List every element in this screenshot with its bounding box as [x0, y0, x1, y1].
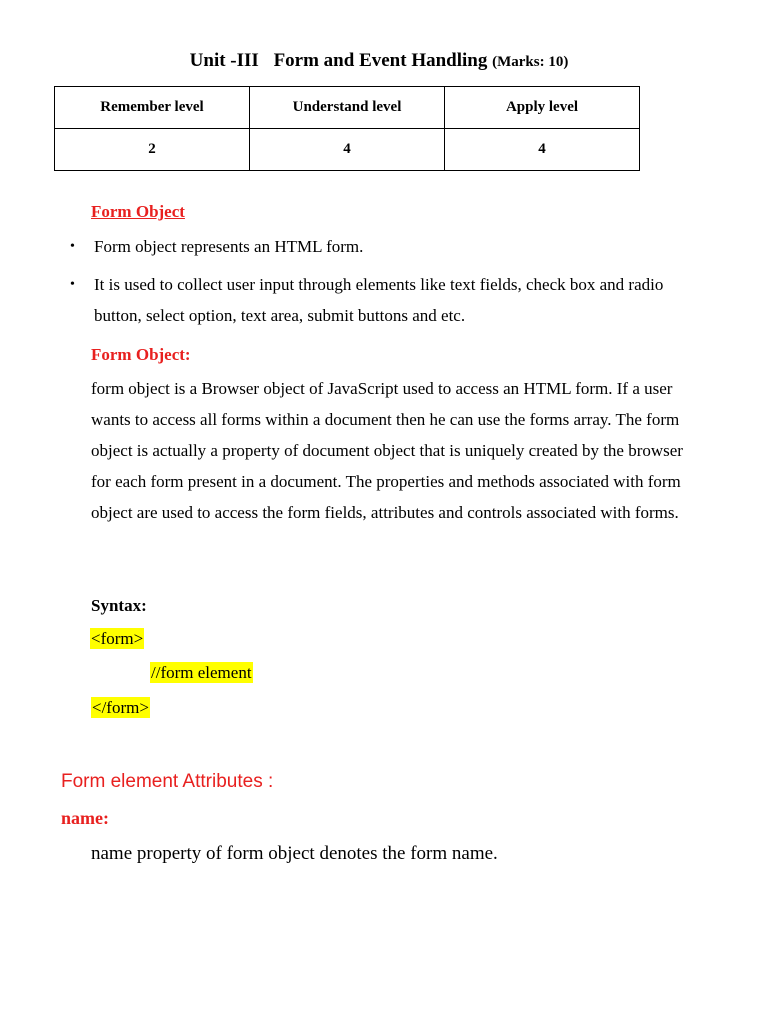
table-row [55, 129, 640, 171]
paragraph: form object is a Browser object of JavaScript used to access an HTML form. If a user wants to access all forms within a document then he can use the forms array. The form object is actually a property of document object that is uniquely created by the browser for each form present in a document. The properties and methods associated with form object are used to access the form fields, attributes and controls associated with forms. [91, 379, 683, 522]
unit-label: Unit -III [189, 50, 259, 71]
list-item: • Form object represents an HTML form. [70, 231, 670, 262]
section-heading: Form Object [91, 202, 185, 221]
code-close-tag: </form> [92, 698, 149, 717]
title-text: Form and Event Handling [273, 50, 488, 71]
page-title [0, 50, 758, 72]
subheading: Form Object: [91, 345, 191, 364]
table-header-cell: Remember level [55, 87, 250, 129]
table-header-cell: Understand level [250, 87, 445, 129]
table-cell: 4 [445, 129, 640, 171]
code-comment: //form element [151, 663, 252, 682]
code-open-tag: <form> [91, 629, 144, 648]
name-attribute-label: name: [61, 808, 109, 828]
marks-label: (Marks: 10) [492, 54, 569, 70]
list-item: • It is used to collect user input through elements like text fields, check box and radio button, select option, text area, submit buttons and etc. [70, 269, 670, 331]
attributes-heading: Form element Attributes : [61, 771, 274, 792]
bullet-list [70, 231, 670, 338]
table-cell: 4 [250, 129, 445, 171]
table-cell: 2 [55, 129, 250, 171]
levels-table [54, 86, 640, 171]
table-header-row [55, 87, 640, 129]
syntax-label: Syntax: [91, 596, 147, 615]
name-attribute-description: name property of form object denotes the form name. [91, 843, 498, 864]
table-header-cell: Apply level [445, 87, 640, 129]
